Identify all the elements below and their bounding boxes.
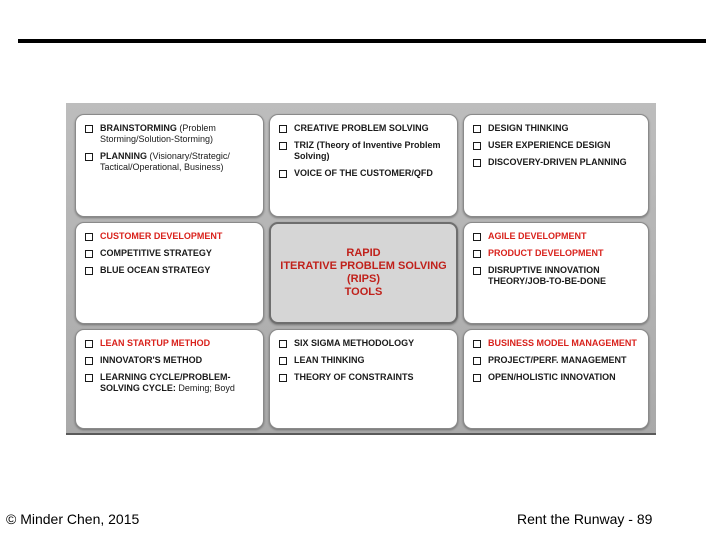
list-item [279,338,451,349]
checkbox-bullet-icon [473,250,481,258]
list-item-bold-text: BUSINESS MODEL MANAGEMENT [488,338,637,348]
cell-top-right [463,114,649,217]
cell-top-left [75,114,264,217]
list-item-text [294,355,365,366]
rips-tools-grid [66,103,656,435]
list-item-text [488,140,611,151]
checkbox-bullet-icon [473,233,481,241]
checkbox-bullet-icon [473,357,481,365]
checkbox-bullet-icon [473,159,481,167]
center-title-line-2: ITERATIVE PROBLEM SOLVING [280,260,447,272]
list-item-text [294,338,414,349]
list-item-bold-text: VOICE OF THE CUSTOMER/QFD [294,168,433,178]
list-item-text [488,338,637,349]
cell-bottom-center [269,329,458,429]
list-item-text [294,168,433,179]
cell-bottom-right [463,329,649,429]
list-item [85,231,257,242]
checkbox-bullet-icon [473,340,481,348]
list-item-detail-text: (Problem Storming/Solution-Storming) [100,123,216,144]
list-item [279,140,451,162]
list-item-bold-text: BRAINSTORMING [100,123,177,133]
footer-copyright: © Minder Chen, 2015 [6,511,140,527]
list-item-text [100,231,222,242]
checkbox-bullet-icon [279,170,287,178]
list-item-bold-text: DISRUPTIVE INNOVATION THEORY/JOB-TO-BE-DONE [488,265,607,286]
list-item-text [100,338,210,349]
list-item-text [488,248,604,259]
list-item-bold-text: CREATIVE PROBLEM SOLVING [294,123,429,133]
list-item-bold-text: DISCOVERY-DRIVEN PLANNING [488,157,627,167]
checkbox-bullet-icon [85,357,93,365]
footer-page-label: Rent the Runway - 89 [517,511,653,527]
checkbox-bullet-icon [279,340,287,348]
list-item [85,265,257,276]
center-title-line-1: RAPID [346,247,381,259]
checkbox-bullet-icon [473,267,481,275]
list-item [473,157,642,168]
list-item [473,140,642,151]
list-item [473,355,642,366]
list-item-text [100,123,257,145]
list-item [279,355,451,366]
list-item-bold-text: LEAN THINKING [294,355,365,365]
checkbox-bullet-icon [279,142,287,150]
checkbox-bullet-icon [85,233,93,241]
list-item-text [100,248,212,259]
list-item-bold-text: LEAN STARTUP METHOD [100,338,211,348]
list-item-bold-text: INNOVATOR'S METHOD [100,355,203,365]
list-item [85,355,257,366]
list-item-bold-text: SIX SIGMA METHODOLOGY [294,338,415,348]
checkbox-bullet-icon [85,250,93,258]
list-item-bold-text: BLUE OCEAN STRATEGY [100,265,211,275]
checkbox-bullet-icon [279,357,287,365]
checkbox-bullet-icon [473,374,481,382]
list-item-bold-text: USER EXPERIENCE DESIGN [488,140,611,150]
list-item-bold-text: COMPETITIVE STRATEGY [100,248,212,258]
top-divider-line [18,39,706,43]
list-item [473,231,642,242]
cell-middle-left [75,222,264,324]
cell-middle-right [463,222,649,324]
list-item-bold-text: PLANNING [100,151,147,161]
checkbox-bullet-icon [279,125,287,133]
list-item [473,248,642,259]
list-item [279,168,451,179]
list-item-bold-text: TRIZ (Theory of Inventive Problem Solving) [294,140,441,161]
list-item-bold-text: CUSTOMER DEVELOPMENT [100,231,223,241]
list-item-text [488,157,627,168]
list-item-text [294,123,429,134]
cell-bottom-left [75,329,264,429]
list-item [473,265,642,287]
list-item-text [488,372,616,383]
list-item-bold-text: THEORY OF CONSTRAINTS [294,372,414,382]
list-item-detail-text: Deming; Boyd [175,383,235,393]
checkbox-bullet-icon [85,125,93,133]
list-item-text [100,372,257,394]
list-item-bold-text: AGILE DEVELOPMENT [488,231,587,241]
list-item-detail-text: (Visionary/Strategic/ Tactical/Operational, Business) [100,151,230,172]
list-item [279,123,451,134]
list-item [85,123,257,145]
list-item-bold-text: PROJECT/PERF. MANAGEMENT [488,355,627,365]
checkbox-bullet-icon [85,374,93,382]
list-item [473,338,642,349]
center-title-line-4: TOOLS [344,286,383,298]
center-title-line-3: (RIPS) [347,273,380,285]
list-item-text [488,355,627,366]
list-item-text [488,265,642,287]
list-item-bold-text: LEARNING CYCLE/PROBLEM-SOLVING CYCLE: [100,372,231,393]
list-item-text [488,231,587,242]
list-item-text [294,140,451,162]
list-item-bold-text: PRODUCT DEVELOPMENT [488,248,604,258]
list-item [85,338,257,349]
center-title-cell [269,222,458,324]
checkbox-bullet-icon [279,374,287,382]
checkbox-bullet-icon [473,125,481,133]
checkbox-bullet-icon [85,153,93,161]
checkbox-bullet-icon [85,340,93,348]
list-item [85,248,257,259]
list-item [85,372,257,394]
list-item [473,123,642,134]
checkbox-bullet-icon [473,142,481,150]
checkbox-bullet-icon [85,267,93,275]
list-item-text [294,372,414,383]
list-item-bold-text: DESIGN THINKING [488,123,569,133]
list-item-text [100,151,257,173]
list-item-text [488,123,569,134]
list-item-text [100,355,202,366]
list-item [473,372,642,383]
list-item [279,372,451,383]
list-item [85,151,257,173]
list-item-bold-text: OPEN/HOLISTIC INNOVATION [488,372,616,382]
list-item-text [100,265,210,276]
cell-top-center [269,114,458,217]
